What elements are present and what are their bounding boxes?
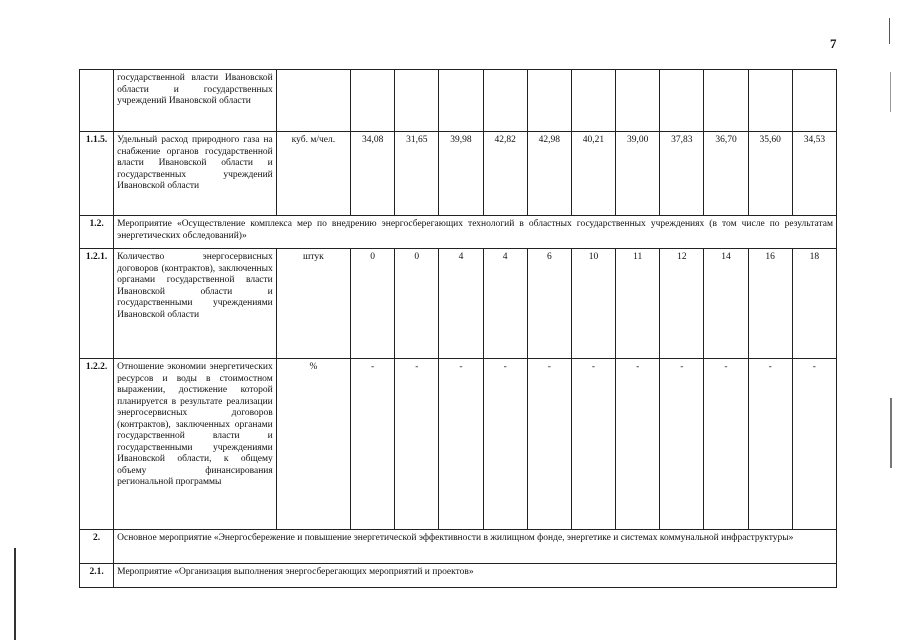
indicators-table: [79, 69, 837, 588]
row-number: 2.: [80, 530, 114, 564]
table-row: [80, 359, 837, 530]
value-cell: 42,82: [483, 132, 527, 216]
unit-cell: [276, 70, 350, 132]
value-cell: -: [527, 359, 571, 530]
value-cell: -: [616, 359, 660, 530]
value-cell: 39,98: [439, 132, 483, 216]
value-cell: 18: [792, 249, 836, 359]
row-number: 1.1.5.: [80, 132, 114, 216]
table-row: [80, 530, 837, 564]
value-cell: -: [660, 359, 704, 530]
value-cell: -: [704, 359, 748, 530]
value-cell: -: [571, 359, 615, 530]
value-cell: [571, 70, 615, 132]
measure-title: Основное мероприятие «Энергосбережение и повышение энергетической эффективности в жилищном фонде, энергетике и системах коммунальной инфраструктуры»: [114, 530, 837, 564]
value-cell: 16: [748, 249, 792, 359]
unit-cell: %: [276, 359, 350, 530]
value-cell: 0: [395, 249, 439, 359]
value-cell: 6: [527, 249, 571, 359]
measure-title: Мероприятие «Организация выполнения энергосберегающих мероприятий и проектов»: [114, 564, 837, 588]
value-cell: 4: [483, 249, 527, 359]
value-cell: [792, 70, 836, 132]
value-cell: 11: [616, 249, 660, 359]
value-cell: -: [792, 359, 836, 530]
row-number: 1.2.1.: [80, 249, 114, 359]
row-number: 1.2.2.: [80, 359, 114, 530]
row-number: 2.1.: [80, 564, 114, 588]
table-row: [80, 216, 837, 249]
value-cell: 37,83: [660, 132, 704, 216]
value-cell: [704, 70, 748, 132]
value-cell: 12: [660, 249, 704, 359]
value-cell: 34,08: [351, 132, 395, 216]
value-cell: 10: [571, 249, 615, 359]
value-cell: 0: [351, 249, 395, 359]
value-cell: 42,98: [527, 132, 571, 216]
value-cell: 34,53: [792, 132, 836, 216]
value-cell: -: [395, 359, 439, 530]
measure-title: Мероприятие «Осуществление комплекса мер по внедрению энергосберегающих технологий в областных государственных учреждениях (в том числе по результатам энергетических обследований)»: [114, 216, 837, 249]
value-cell: -: [748, 359, 792, 530]
scan-mark-right-upper: [890, 72, 891, 112]
value-cell: -: [439, 359, 483, 530]
table-row: [80, 70, 837, 132]
value-cell: -: [483, 359, 527, 530]
table-row: [80, 132, 837, 216]
value-cell: 4: [439, 249, 483, 359]
value-cell: 14: [704, 249, 748, 359]
row-number: [80, 70, 114, 132]
value-cell: [439, 70, 483, 132]
indicator-name: государственной власти Ивановской области и государственных учреждений Ивановской области: [114, 70, 277, 132]
scan-mark-right-middle: [890, 398, 892, 468]
value-cell: 35,60: [748, 132, 792, 216]
indicator-name: Количество энергосервисных договоров (контрактов), заключенных органами государственной власти Ивановской области и государственными учреждениями Ивановской области: [114, 249, 277, 359]
value-cell: 40,21: [571, 132, 615, 216]
value-cell: [483, 70, 527, 132]
scan-mark-top-right: [889, 18, 890, 44]
value-cell: -: [351, 359, 395, 530]
table-row: [80, 249, 837, 359]
unit-cell: штук: [276, 249, 350, 359]
table-row: [80, 564, 837, 588]
scan-mark-left-bottom: [14, 548, 16, 640]
value-cell: [748, 70, 792, 132]
unit-cell: куб. м/чел.: [276, 132, 350, 216]
value-cell: [351, 70, 395, 132]
value-cell: [616, 70, 660, 132]
value-cell: 36,70: [704, 132, 748, 216]
value-cell: [395, 70, 439, 132]
row-number: 1.2.: [80, 216, 114, 249]
value-cell: 31,65: [395, 132, 439, 216]
value-cell: [660, 70, 704, 132]
value-cell: 39,00: [616, 132, 660, 216]
value-cell: [527, 70, 571, 132]
indicator-name: Удельный расход природного газа на снабжение органов государственной власти Ивановской области и государственных учреждений Ивановской области: [114, 132, 277, 216]
indicator-name: Отношение экономии энергетических ресурсов и воды в стоимостном выражении, достижение которой планируется в результате реализации энергосервисных договоров (контрактов), заключенных органами государственной власти и государственными учреждениями Ивановской области, к общему объему финансирования региональной программы: [114, 359, 277, 530]
page-number: 7: [830, 36, 837, 51]
